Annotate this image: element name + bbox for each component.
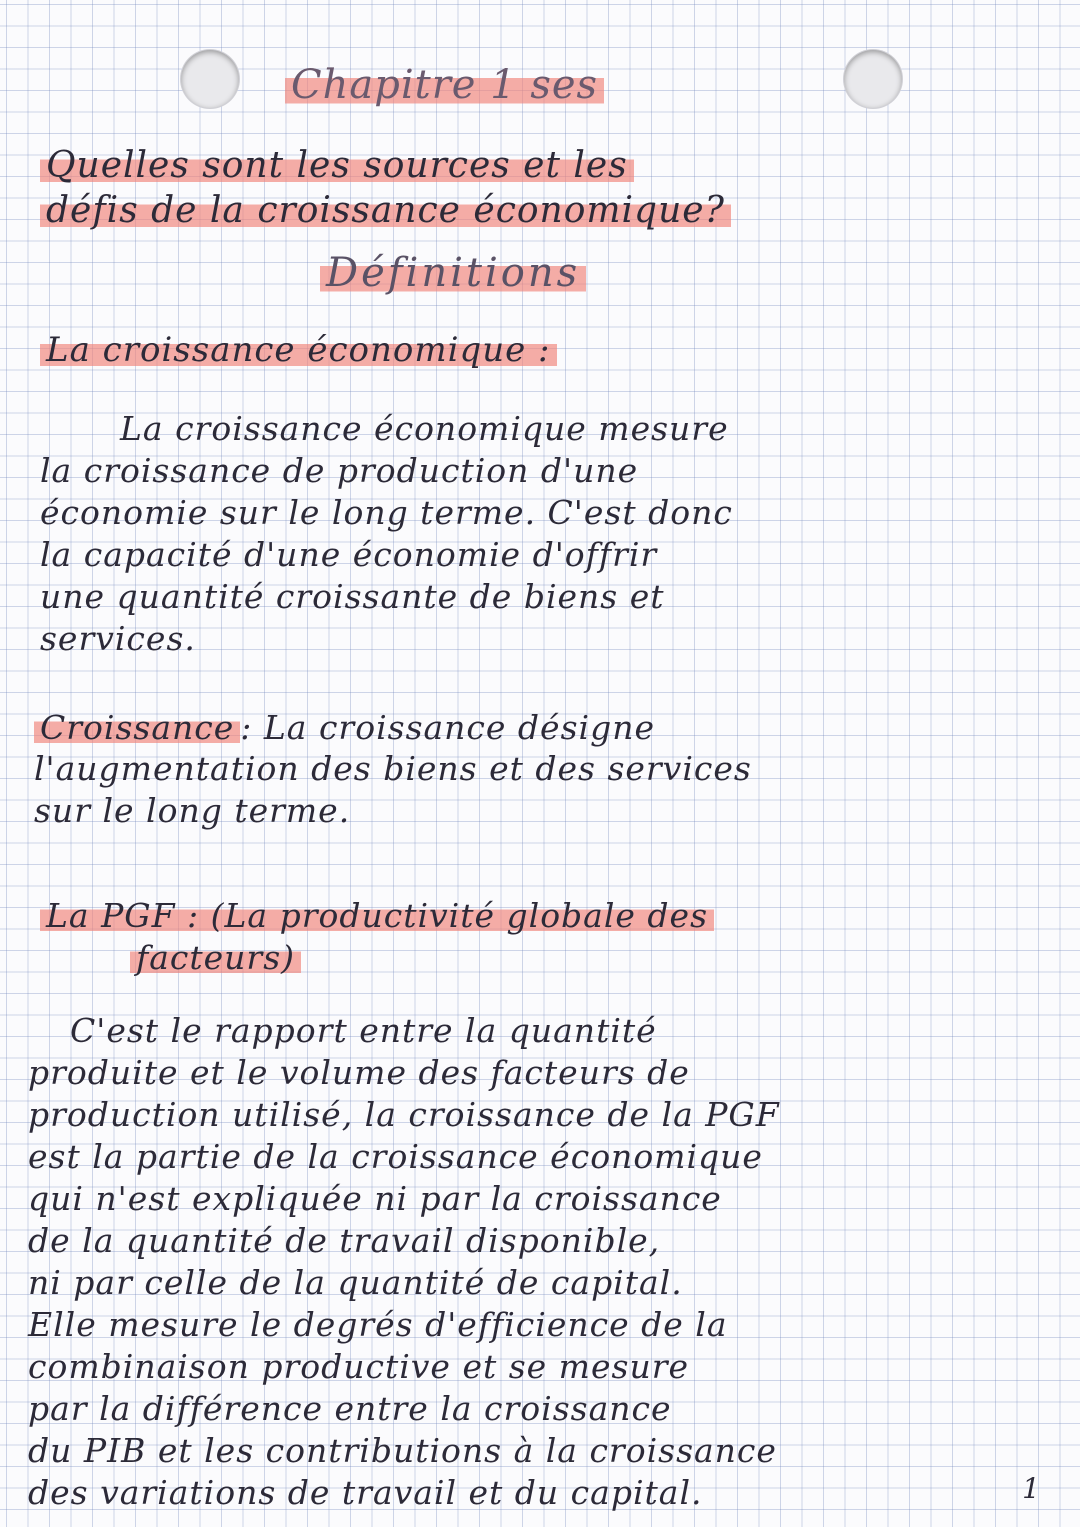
definition-heading-continued: facteurs) xyxy=(130,938,301,977)
definition-line: services. xyxy=(40,619,196,658)
chapter-title: Chapitre 1 ses xyxy=(285,62,604,108)
definition-line: production utilisé, la croissance de la PGF xyxy=(28,1095,780,1134)
definition-line: combinaison productive et se mesure xyxy=(28,1347,690,1386)
definition-heading: La croissance économique : xyxy=(40,330,557,370)
definition-line: la capacité d'une économie d'offrir xyxy=(40,535,658,574)
definition-line: une quantité croissante de biens et xyxy=(40,577,665,616)
definition-line: La croissance économique mesure xyxy=(120,409,729,448)
definition-heading: Croissance : La croissance désigne xyxy=(34,708,655,747)
definition-line: ni par celle de la quantité de capital. xyxy=(28,1263,683,1302)
definition-line: de la quantité de travail disponible, xyxy=(28,1221,661,1260)
definition-line: : La croissance désigne xyxy=(240,708,655,747)
definition-line: du PIB et les contributions à la croissance xyxy=(28,1431,777,1470)
question-line-2: défis de la croissance économique? xyxy=(40,190,731,231)
question-line-1: Quelles sont les sources et les xyxy=(40,145,634,186)
page-number: 1 xyxy=(1022,1472,1040,1505)
definition-line: Elle mesure le degrés d'efficience de la xyxy=(28,1305,728,1344)
section-heading: Définitions xyxy=(320,250,586,296)
definition-heading: La PGF : (La productivité globale des xyxy=(40,896,714,935)
definition-line: par la différence entre la croissance xyxy=(28,1389,672,1428)
definition-line: la croissance de production d'une xyxy=(40,451,639,490)
punch-hole-right xyxy=(844,50,902,108)
definition-line: est la partie de la croissance économique xyxy=(28,1137,763,1176)
definition-line: produite et le volume des facteurs de xyxy=(28,1053,690,1092)
definition-line: économie sur le long terme. C'est donc xyxy=(40,493,733,532)
definition-line: C'est le rapport entre la quantité xyxy=(70,1011,657,1050)
definition-line: l'augmentation des biens et des services xyxy=(34,749,752,788)
definition-line: sur le long terme. xyxy=(34,791,351,830)
punch-hole-left xyxy=(181,50,239,108)
definition-line: qui n'est expliquée ni par la croissance xyxy=(28,1179,722,1218)
definition-line: des variations de travail et du capital. xyxy=(28,1473,703,1512)
